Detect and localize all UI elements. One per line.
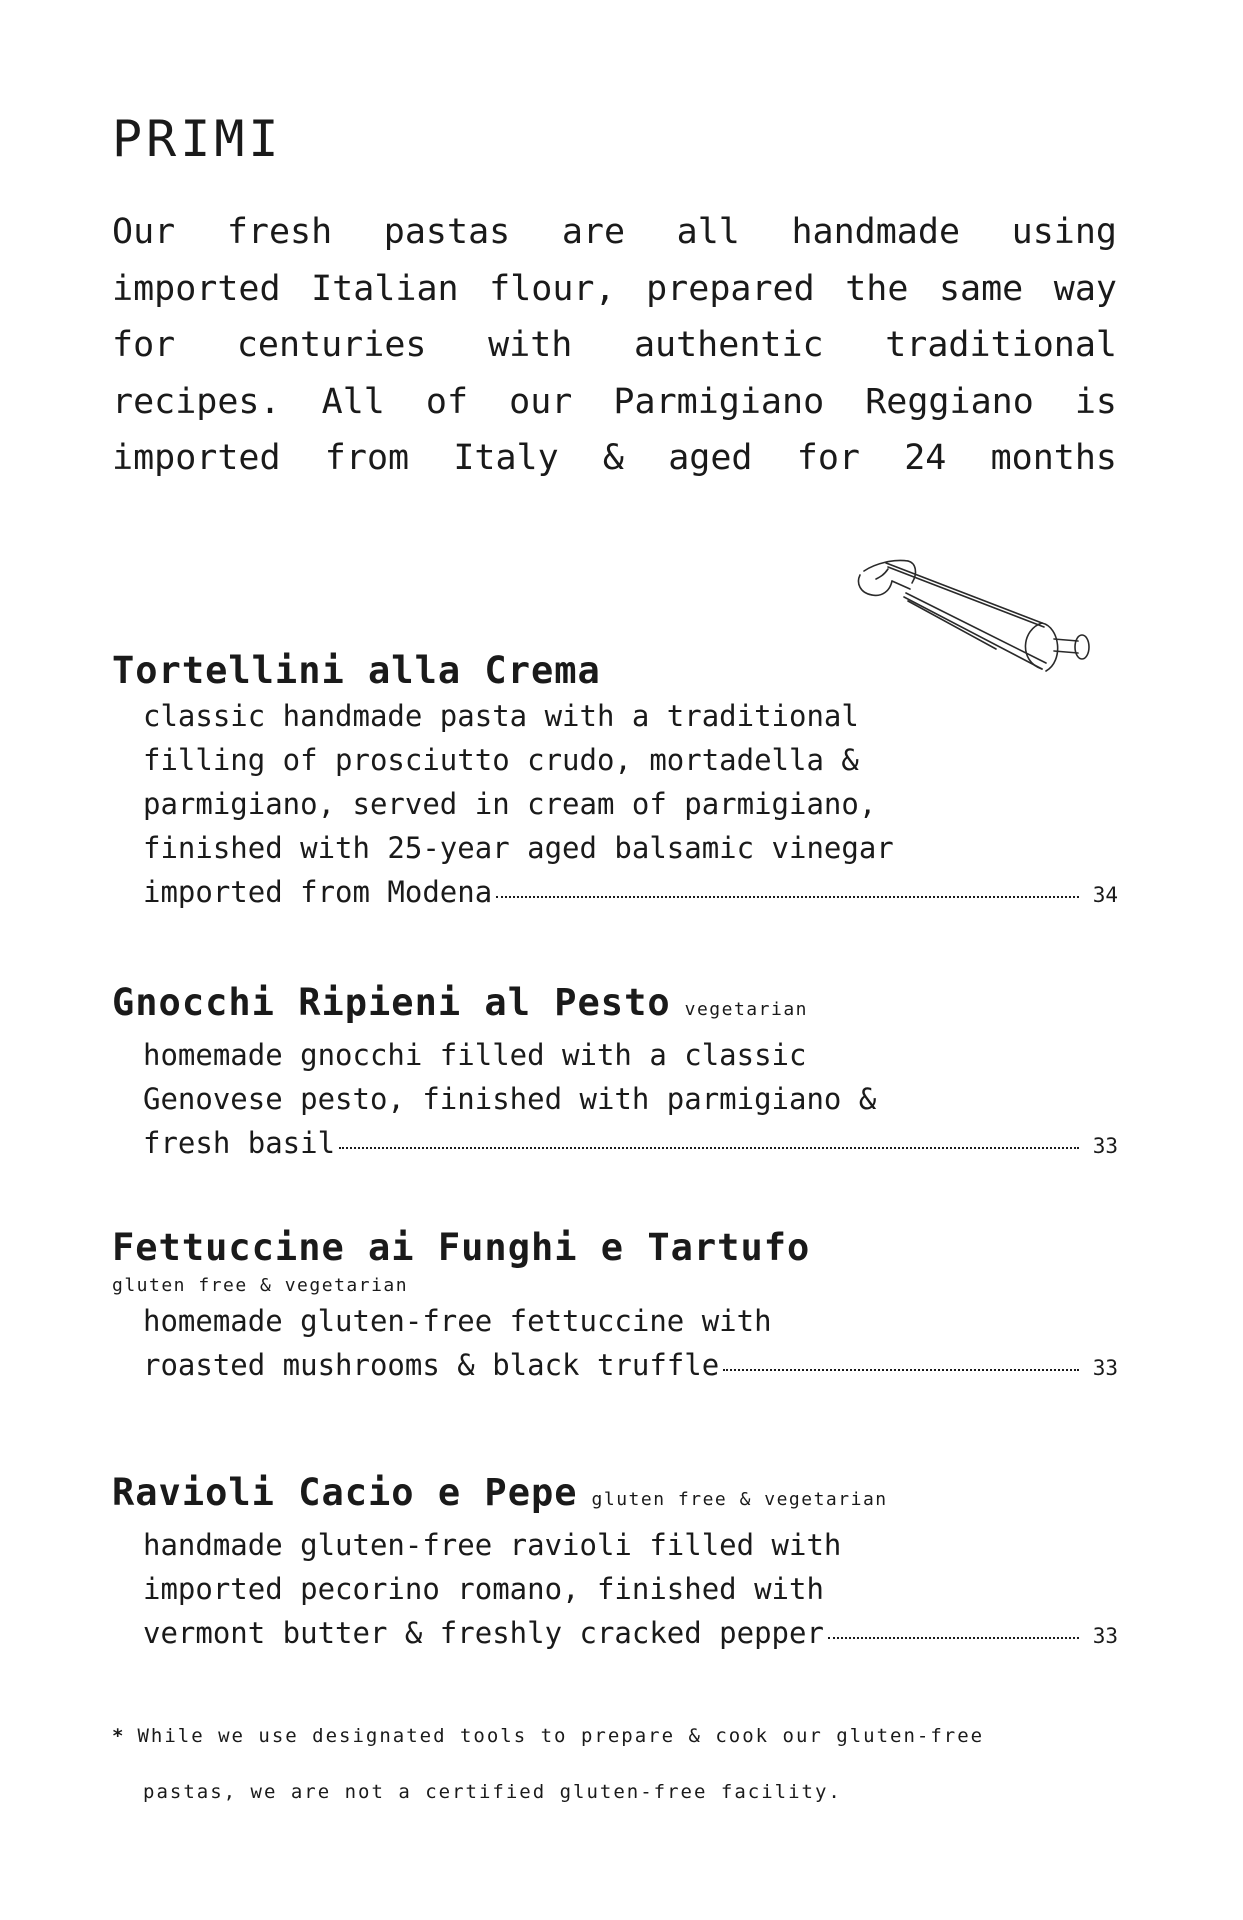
footnote-line: pastas, we are not a certified gluten-free facility.: [143, 1781, 842, 1803]
dish-price: 33: [1092, 1134, 1118, 1158]
dish-price: 34: [1092, 883, 1118, 907]
section-title: PRIMI: [112, 110, 283, 168]
dish-description: [143, 1299, 1118, 1390]
dish-price: 33: [1092, 1624, 1118, 1648]
description-line: homemade gluten-free fettuccine with: [143, 1304, 772, 1338]
dish-name: Tortellini alla Crema: [112, 649, 601, 692]
gluten-free-footnote: [112, 1708, 1122, 1820]
description-line: Genovese pesto, finished with parmigiano &: [143, 1082, 877, 1116]
description-line: finished with 25-year aged balsamic vinegar: [143, 831, 894, 865]
dot-leader: [828, 1637, 1079, 1639]
description-line: fresh basil: [143, 1126, 336, 1160]
description-line: parmigiano, served in cream of parmigiano,: [143, 787, 877, 821]
dietary-tag: gluten free & vegetarian: [591, 1489, 888, 1510]
description-line: imported from Modena: [143, 875, 493, 909]
description-line: filling of prosciutto crudo, mortadella &: [143, 743, 859, 777]
dish-tortellini: [112, 648, 1132, 917]
dish-description: [143, 694, 1118, 917]
dietary-tag: vegetarian: [684, 999, 808, 1020]
dish-gnocchi: [112, 980, 1132, 1168]
dot-leader: [496, 896, 1079, 898]
description-line: vermont butter & freshly cracked pepper: [143, 1616, 824, 1650]
dot-leader: [339, 1147, 1079, 1149]
dot-leader: [723, 1369, 1079, 1371]
dish-ravioli: [112, 1470, 1132, 1658]
description-line: classic handmade pasta with a traditional: [143, 699, 859, 733]
dish-name: Fettuccine ai Funghi e Tartufo: [112, 1226, 811, 1269]
dish-description: [143, 1523, 1118, 1658]
description-line: imported pecorino romano, finished with: [143, 1572, 824, 1606]
footnote-asterisk: *: [112, 1725, 126, 1747]
dish-name: Ravioli Cacio e Pepe: [112, 1471, 578, 1514]
dish-description: [143, 1033, 1118, 1168]
dietary-tag: gluten free & vegetarian: [112, 1275, 409, 1296]
description-line: handmade gluten-free ravioli filled with: [143, 1528, 842, 1562]
intro-text: Our fresh pastas are all handmade using imported Italian flour, prepared the same way for centuries with authentic traditional recipes. All of our Parmigiano Reggiano is imported from Italy & aged for 24 months: [112, 212, 1117, 478]
footnote-line: While we use designated tools to prepare & cook our gluten-free: [137, 1725, 985, 1747]
dish-name: Gnocchi Ripieni al Pesto: [112, 981, 671, 1024]
dish-fettuccine: [112, 1225, 1132, 1390]
description-line: homemade gnocchi filled with a classic: [143, 1038, 807, 1072]
description-line: roasted mushrooms & black truffle: [143, 1348, 720, 1382]
dish-price: 33: [1092, 1356, 1118, 1380]
